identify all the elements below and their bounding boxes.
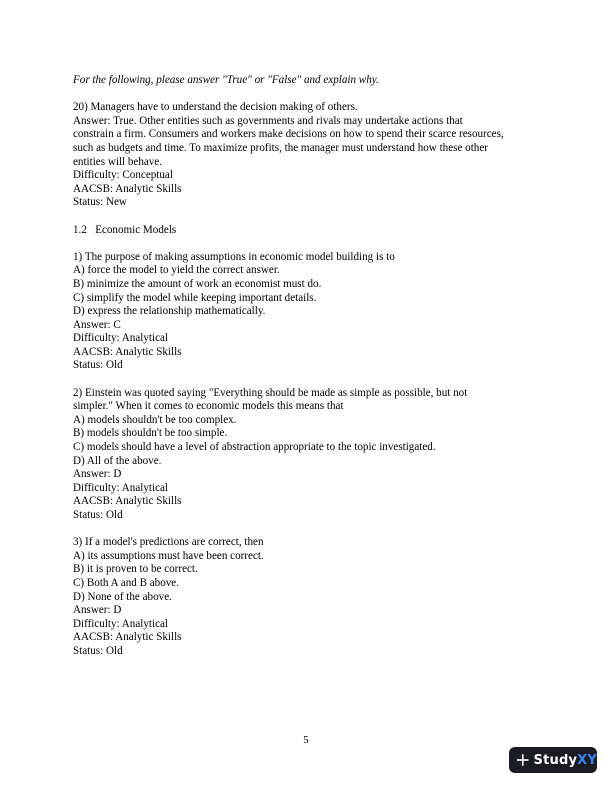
answer-line: such as budgets and time. To maximize profits, the manager must understand how these other	[73, 141, 488, 154]
brand-logo-text	[534, 753, 597, 768]
option-a: A) models shouldn't be too complex.	[73, 413, 237, 426]
option-a: A) its assumptions must have been correct.	[73, 549, 264, 562]
plus-icon	[517, 753, 529, 767]
document-page	[73, 74, 553, 659]
question-text: 20) Managers have to understand the decision making of others.	[73, 101, 358, 114]
page-number: 5	[303, 734, 309, 746]
status: Status: Old	[73, 359, 123, 372]
aacsb: AACSB: Analytic Skills	[73, 182, 182, 195]
instructions: For the following, please answer "True" or "False" and explain why.	[73, 74, 379, 86]
difficulty: Difficulty: Analytical	[73, 481, 168, 494]
question-text: 3) If a model's predictions are correct, then	[73, 536, 264, 549]
option-c: C) Both A and B above.	[73, 576, 180, 589]
answer-line: constrain a firm. Consumers and workers make decisions on how to spend their scarce resources,	[73, 128, 504, 141]
difficulty: Difficulty: Conceptual	[73, 169, 173, 182]
question-2	[73, 387, 553, 523]
section-heading: 1.2 Economic Models	[73, 223, 177, 236]
aacsb: AACSB: Analytic Skills	[73, 345, 182, 358]
question-1	[73, 251, 553, 373]
answer: Answer: C	[73, 318, 121, 331]
studyxy-badge[interactable]	[509, 747, 597, 773]
answer: Answer: D	[73, 468, 122, 481]
brand-accent: XY	[577, 752, 597, 768]
status: Status: Old	[73, 509, 123, 521]
spacer	[73, 88, 553, 102]
option-b: B) minimize the amount of work an economist must do.	[73, 277, 322, 290]
option-b: B) it is proven to be correct.	[73, 563, 198, 576]
question-3	[73, 536, 553, 658]
spacer	[73, 237, 553, 251]
spacer	[73, 523, 553, 537]
option-d: D) None of the above.	[73, 590, 172, 603]
answer: Answer: D	[73, 604, 122, 617]
aacsb: AACSB: Analytic Skills	[73, 631, 182, 644]
option-a: A) force the model to yield the correct answer.	[73, 264, 280, 277]
difficulty: Difficulty: Analytical	[73, 617, 168, 630]
status: Status: New	[73, 196, 127, 209]
question-20	[73, 101, 553, 210]
answer-line: Answer: True. Other entities such as governments and rivals may undertake actions that	[73, 114, 463, 127]
option-c: C) simplify the model while keeping important details.	[73, 291, 317, 304]
spacer	[73, 210, 553, 224]
brand-name: Study	[533, 752, 578, 768]
option-d: D) All of the above.	[73, 454, 162, 467]
spacer	[73, 373, 553, 387]
question-text: simpler." When it comes to economic models this means that	[73, 400, 344, 413]
option-c: C) models should have a level of abstraction appropriate to the topic investigated.	[73, 441, 436, 454]
option-d: D) express the relationship mathematically.	[73, 305, 266, 318]
difficulty: Difficulty: Analytical	[73, 332, 168, 345]
question-text: 2) Einstein was quoted saying "Everything should be made as simple as possible, but not	[73, 386, 468, 399]
question-text: 1) The purpose of making assumptions in economic model building is to	[73, 250, 395, 263]
option-b: B) models shouldn't be too simple.	[73, 427, 228, 440]
answer-line: entities will behave.	[73, 155, 163, 168]
aacsb: AACSB: Analytic Skills	[73, 495, 182, 508]
status: Status: Old	[73, 644, 123, 657]
